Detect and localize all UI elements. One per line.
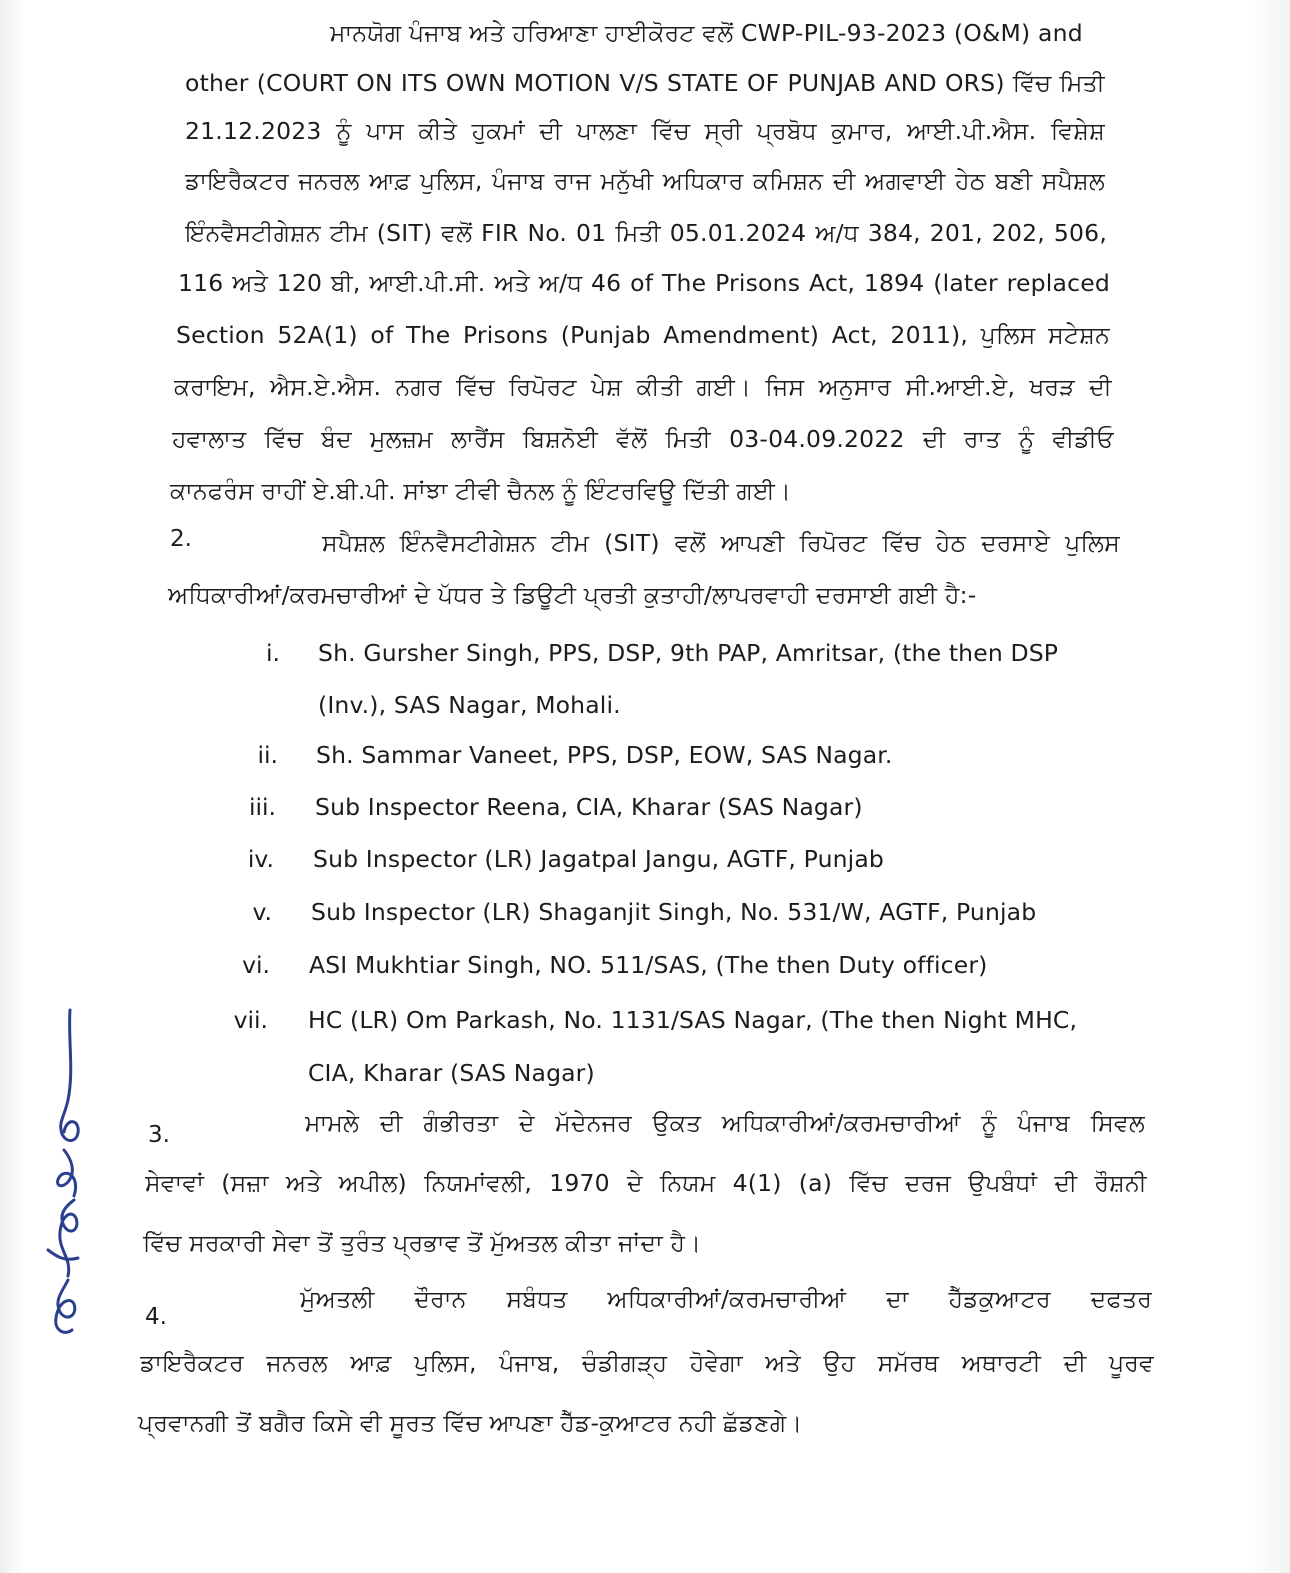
list-item-text: Sub Inspector Reena, CIA, Kharar (SAS Nagar) bbox=[315, 793, 863, 821]
list-item-number: vii. bbox=[233, 1006, 268, 1034]
list-item-text: HC (LR) Om Parkash, No. 1131/SAS Nagar, (The then Night MHC, bbox=[308, 1006, 1078, 1034]
list-item-number: ii. bbox=[257, 741, 278, 769]
handwritten-signature bbox=[28, 1000, 108, 1340]
list-item-text: Sub Inspector (LR) Jagatpal Jangu, AGTF, Punjab bbox=[313, 845, 884, 873]
list-item-text-continued: CIA, Kharar (SAS Nagar) bbox=[308, 1059, 595, 1087]
para1-line-10: ਕਾਨਫਰੰਸ ਰਾਹੀਂ ਏ.ਬੀ.ਪੀ. ਸਾਂਝਾ ਟੀਵੀ ਚੈਨਲ ਨੂੰ ਇੰਟਰਵਿਊ ਦਿੱਤੀ ਗਈ। bbox=[170, 477, 792, 505]
para2-line-2: ਅਧਿਕਾਰੀਆਂ/ਕਰਮਚਾਰੀਆਂ ਦੇ ਪੱਧਰ ਤੇ ਡਿਊਟੀ ਪ੍ਰਤੀ ਕੁਤਾਹੀ/ਲਾਪਰਵਾਹੀ ਦਰਸਾਈ ਗਈ ਹੈ:- bbox=[168, 581, 977, 609]
para1-line-5: ਇੰਨਵੈਸਟੀਗੇਸ਼ਨ ਟੀਮ (SIT) ਵਲੋਂ FIR No. 01 ਮਿਤੀ 05.01.2024 ਅ/ਧ 384, 201, 202, 506, bbox=[185, 219, 1107, 247]
list-item-text: Sh. Gursher Singh, PPS, DSP, 9th PAP, Amritsar, (the then DSP bbox=[318, 639, 1059, 667]
para1-line-2: other (COURT ON ITS OWN MOTION V/S STATE OF PUNJAB AND ORS) ਵਿੱਚ ਮਿਤੀ bbox=[185, 69, 1105, 97]
list-item-number: iv. bbox=[247, 845, 274, 873]
para2-line-1: ਸਪੈਸ਼ਲ ਇੰਨਵੈਸਟੀਗੇਸ਼ਨ ਟੀਮ (SIT) ਵਲੋਂ ਆਪਣੀ ਰਿਪੋਰਟ ਵਿੱਚ ਹੇਠ ਦਰਸਾਏ ਪੁਲਿਸ bbox=[322, 529, 1120, 557]
para3-line-1: ਮਾਮਲੇ ਦੀ ਗੰਭੀਰਤਾ ਦੇ ਮੱਦੇਨਜਰ ਉਕਤ ਅਧਿਕਾਰੀਆਂ/ਕਰਮਚਾਰੀਆਂ ਨੂੰ ਪੰਜਾਬ ਸਿਵਲ bbox=[305, 1109, 1145, 1137]
para1-line-8: ਕਰਾਇਮ, ਐਸ.ਏ.ਐਸ. ਨਗਰ ਵਿੱਚ ਰਿਪੋਰਟ ਪੇਸ਼ ਕੀਤੀ ਗਈ। ਜਿਸ ਅਨੁਸਾਰ ਸੀ.ਆਈ.ਏ, ਖਰੜ ਦੀ bbox=[174, 373, 1112, 401]
list-item-text: Sh. Sammar Vaneet, PPS, DSP, EOW, SAS Nagar. bbox=[316, 741, 893, 769]
para4-line-2: ਡਾਇਰੈਕਟਰ ਜਨਰਲ ਆਫ਼ ਪੁਲਿਸ, ਪੰਜਾਬ, ਚੰਡੀਗੜ੍ਹ ਹੋਵੇਗਾ ਅਤੇ ਉਹ ਸਮੱਰਥ ਅਥਾਰਟੀ ਦੀ ਪੂਰਵ bbox=[140, 1349, 1154, 1377]
list-item-number: vi. bbox=[242, 951, 270, 979]
list-item-text-continued: (Inv.), SAS Nagar, Mohali. bbox=[318, 691, 621, 719]
para1-line-6: 116 ਅਤੇ 120 ਬੀ, ਆਈ.ਪੀ.ਸੀ. ਅਤੇ ਅ/ਧ 46 of The Prisons Act, 1894 (later replaced bbox=[178, 269, 1110, 297]
para3-line-3: ਵਿੱਚ ਸਰਕਾਰੀ ਸੇਵਾ ਤੋਂ ਤੁਰੰਤ ਪ੍ਰਭਾਵ ਤੋਂ ਮੁੱਅਤਲ ਕੀਤਾ ਜਾਂਦਾ ਹੈ। bbox=[143, 1229, 702, 1257]
para3-line-2: ਸੇਵਾਵਾਂ (ਸਜ਼ਾ ਅਤੇ ਅਪੀਲ) ਨਿਯਮਾਂਵਲੀ, 1970 ਦੇ ਨਿਯਮ 4(1) (a) ਵਿੱਚ ਦਰਜ ਉਪਬੰਧਾਂ ਦੀ ਰੌਸ਼ਨੀ bbox=[145, 1169, 1147, 1197]
list-item-number: v. bbox=[252, 898, 272, 926]
para1-line-4: ਡਾਇਰੈਕਟਰ ਜਨਰਲ ਆਫ਼ ਪੁਲਿਸ, ਪੰਜਾਬ ਰਾਜ ਮਨੁੱਖੀ ਅਧਿਕਾਰ ਕਮਿਸ਼ਨ ਦੀ ਅਗਵਾਈ ਹੇਠ ਬਣੀ ਸਪੈਸ਼ਲ bbox=[185, 167, 1105, 195]
list-item-number: iii. bbox=[248, 793, 276, 821]
para4-line-3: ਪ੍ਰਵਾਨਗੀ ਤੋਂ ਬਗੈਰ ਕਿਸੇ ਵੀ ਸੂਰਤ ਵਿੱਚ ਆਪਣਾ ਹੈੱਡ-ਕੁਆਟਰ ਨਹੀ ਛੱਡਣਗੇ। bbox=[138, 1409, 803, 1437]
para1-line-3: 21.12.2023 ਨੂੰ ਪਾਸ ਕੀਤੇ ਹੁਕਮਾਂ ਦੀ ਪਾਲਣਾ ਵਿੱਚ ਸ੍ਰੀ ਪ੍ਰਬੋਧ ਕੁਮਾਰ, ਆਈ.ਪੀ.ਐਸ. ਵਿਸ਼ੇਸ਼ bbox=[185, 117, 1105, 145]
para4-line-1: ਮੁੱਅਤਲੀ ਦੌਰਾਨ ਸਬੰਧਤ ਅਧਿਕਾਰੀਆਂ/ਕਰਮਚਾਰੀਆਂ ਦਾ ਹੈੱਡਕੁਆਟਰ ਦਫਤਰ bbox=[300, 1285, 1152, 1313]
para1-line-1: ਮਾਨਯੋਗ ਪੰਜਾਬ ਅਤੇ ਹਰਿਆਣਾ ਹਾਈਕੋਰਟ ਵਲੋਂ CWP-PIL-93-2023 (O&M) and bbox=[330, 19, 1083, 47]
list-item-text: ASI Mukhtiar Singh, NO. 511/SAS, (The then Duty officer) bbox=[309, 951, 988, 979]
para1-line-7: Section 52A(1) of The Prisons (Punjab Amendment) Act, 2011), ਪੁਲਿਸ ਸਟੇਸ਼ਨ bbox=[176, 321, 1110, 349]
para2-number: 2. bbox=[170, 526, 192, 552]
list-item-text: Sub Inspector (LR) Shaganjit Singh, No. 531/W, AGTF, Punjab bbox=[311, 898, 1037, 926]
list-item-number: i. bbox=[266, 639, 280, 667]
para1-line-9: ਹਵਾਲਾਤ ਵਿੱਚ ਬੰਦ ਮੁਲਜ਼ਮ ਲਾਰੈਂਸ ਬਿਸ਼ਨੋਈ ਵੱਲੋਂ ਮਿਤੀ 03-04.09.2022 ਦੀ ਰਾਤ ਨੂੰ ਵੀਡੀਓ bbox=[172, 425, 1114, 453]
para4-number: 4. bbox=[145, 1304, 167, 1330]
para3-number: 3. bbox=[148, 1122, 170, 1148]
